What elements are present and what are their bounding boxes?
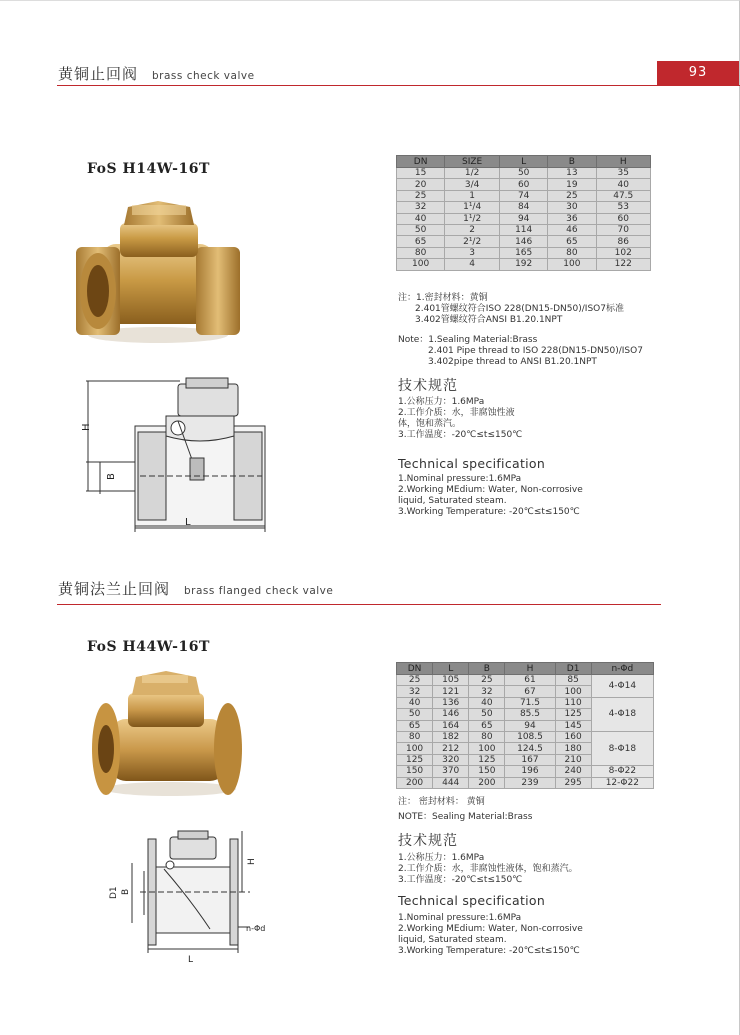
table-cell: 32	[469, 686, 505, 697]
table-cell: 110	[555, 697, 591, 708]
spec-cn-line: 3.工作温度：-20℃≤t≤150℃	[398, 875, 523, 885]
table-cell: 320	[433, 754, 469, 765]
table-cell: 40	[596, 179, 651, 190]
table-cell: 94	[500, 213, 548, 224]
table-cell: 1¹/4	[445, 202, 500, 213]
table-cell: 80	[548, 247, 596, 258]
table-cell: 167	[505, 754, 555, 765]
table-cell: 125	[469, 754, 505, 765]
spec-cn-line: 3.工作温度：-20℃≤t≤150℃	[398, 430, 523, 440]
table-cell-holes: 8-Φ22	[591, 766, 653, 777]
section1-notes-en	[398, 335, 643, 368]
dim-l-label: L	[188, 955, 194, 965]
table-cell: 46	[548, 224, 596, 235]
table-row	[397, 731, 654, 742]
table-cell: 102	[596, 247, 651, 258]
table-cell: 150	[469, 766, 505, 777]
table-cell: 50	[397, 709, 433, 720]
column-header: DN	[397, 156, 445, 168]
table-row	[397, 213, 651, 224]
section2-notes-en	[398, 812, 532, 823]
table-cell: 182	[433, 731, 469, 742]
table-cell: 40	[397, 697, 433, 708]
table-cell: 80	[397, 247, 445, 258]
column-header: B	[469, 663, 505, 675]
section1-model: FoS H14W-16T	[87, 161, 210, 177]
section2-model: FoS H44W-16T	[87, 639, 210, 655]
table-cell: 146	[500, 236, 548, 247]
note-en-line: NOTE：Sealing Material:Brass	[398, 812, 533, 822]
spec-en-line: 3.Working Temperature: -20℃≤t≤150℃	[398, 507, 580, 517]
table-cell: 25	[469, 675, 505, 686]
table-cell: 210	[555, 754, 591, 765]
section2-title-en: brass flanged check valve	[184, 585, 334, 597]
brass-check-valve-photo	[72, 199, 244, 347]
dim-h-label: H	[81, 423, 92, 431]
table-cell: 19	[548, 179, 596, 190]
table-row	[397, 697, 654, 708]
table-cell: 60	[500, 179, 548, 190]
table-cell: 47.5	[596, 190, 651, 201]
table-row	[397, 179, 651, 190]
table-cell: 15	[397, 168, 445, 179]
table-cell: 200	[469, 777, 505, 788]
section2-spec-cn	[398, 853, 578, 886]
table-cell: 3	[445, 247, 500, 258]
table-cell: 125	[555, 709, 591, 720]
dim-b-label: B	[121, 888, 131, 895]
table-cell: 65	[548, 236, 596, 247]
note-en-line: 2.401 Pipe thread to ISO 228(DN15-DN50)/ISO7	[428, 346, 643, 356]
table-cell-holes: 12-Φ22	[591, 777, 653, 788]
column-header: L	[500, 156, 548, 168]
section2-spec-en	[398, 913, 583, 957]
table-cell: 40	[397, 213, 445, 224]
table-cell: 370	[433, 766, 469, 777]
table-cell: 2¹/2	[445, 236, 500, 247]
table-cell: 94	[505, 720, 555, 731]
table-cell: 100	[397, 259, 445, 270]
table-cell: 50	[397, 224, 445, 235]
table-cell: 61	[505, 675, 555, 686]
page-number: 93	[657, 61, 739, 85]
table-cell: 25	[548, 190, 596, 201]
spec-cn-line: 体，饱和蒸汽。	[398, 419, 462, 429]
table-cell: 86	[596, 236, 651, 247]
column-header: n-Φd	[591, 663, 653, 675]
note-cn-line: 2.401管螺纹符合ISO 228(DN15-DN50)/ISO7标准	[415, 304, 624, 314]
column-header: B	[548, 156, 596, 168]
table-row	[397, 777, 654, 788]
section2-spec-heading-cn: 技术规范	[398, 833, 458, 849]
table-cell: 240	[555, 766, 591, 777]
table-cell: 20	[397, 179, 445, 190]
dim-h-label: H	[247, 858, 257, 865]
table-cell: 146	[433, 709, 469, 720]
table-row	[397, 224, 651, 235]
section1-title-en: brass check valve	[152, 70, 255, 82]
column-header: L	[433, 663, 469, 675]
table-cell-holes: 8-Φ18	[591, 731, 653, 765]
table-row	[397, 247, 651, 258]
spec-en-line: 2.Working MEdium: Water, Non-corrosive	[398, 924, 583, 934]
table-cell: 100	[397, 743, 433, 754]
spec-cn-line: 1.公称压力：1.6MPa	[398, 853, 485, 863]
column-header: H	[596, 156, 651, 168]
section2-title-cn: 黄铜法兰止回阀	[58, 580, 171, 598]
table-cell-holes: 4-Φ14	[591, 675, 653, 698]
section2-header	[58, 578, 333, 599]
table-cell: 1¹/2	[445, 213, 500, 224]
spec-en-line: 3.Working Temperature: -20℃≤t≤150℃	[398, 946, 580, 956]
table-cell: 65	[397, 720, 433, 731]
table-cell: 121	[433, 686, 469, 697]
table-cell: 1	[445, 190, 500, 201]
table-cell: 192	[500, 259, 548, 270]
section1-spec-heading-en: Technical specification	[398, 456, 546, 471]
table-row	[397, 766, 654, 777]
spec-cn-line: 1.公称压力：1.6MPa	[398, 397, 485, 407]
table-cell: 85.5	[505, 709, 555, 720]
section1-spec-en	[398, 474, 583, 518]
table-cell-holes: 4-Φ18	[591, 697, 653, 731]
table-row	[397, 675, 654, 686]
table-cell: 212	[433, 743, 469, 754]
spec-en-line: liquid, Saturated steam.	[398, 935, 507, 945]
table-cell: 65	[469, 720, 505, 731]
table-cell: 196	[505, 766, 555, 777]
column-header: SIZE	[445, 156, 500, 168]
spec-en-line: 2.Working MEdium: Water, Non-corrosive	[398, 485, 583, 495]
table-cell: 145	[555, 720, 591, 731]
table-cell: 3/4	[445, 179, 500, 190]
table-cell: 67	[505, 686, 555, 697]
table-cell: 105	[433, 675, 469, 686]
table-cell: 50	[469, 709, 505, 720]
table-cell: 136	[433, 697, 469, 708]
table-row	[397, 202, 651, 213]
table-cell: 50	[500, 168, 548, 179]
section1-spec-cn	[398, 397, 522, 441]
table-cell: 40	[469, 697, 505, 708]
note-cn-line: 注： 密封材料： 黄铜	[398, 797, 485, 807]
table-cell: 25	[397, 190, 445, 201]
table-cell: 122	[596, 259, 651, 270]
section2-rule	[57, 604, 661, 605]
table-cell: 114	[500, 224, 548, 235]
dim-d1-label: D1	[109, 886, 119, 899]
table-cell: 100	[548, 259, 596, 270]
table-cell: 35	[596, 168, 651, 179]
section1-spec-heading-cn: 技术规范	[398, 378, 458, 394]
table-cell: 180	[555, 743, 591, 754]
table-cell: 32	[397, 686, 433, 697]
column-header: DN	[397, 663, 433, 675]
column-header: H	[505, 663, 555, 675]
table-cell: 13	[548, 168, 596, 179]
table-cell: 239	[505, 777, 555, 788]
spec-cn-line: 2.工作介质：水，非腐蚀性液	[398, 408, 515, 418]
table-cell: 84	[500, 202, 548, 213]
table-cell: 108.5	[505, 731, 555, 742]
dim-l-label: L	[185, 517, 191, 528]
table-cell: 25	[397, 675, 433, 686]
table-cell: 125	[397, 754, 433, 765]
table-cell: 100	[555, 686, 591, 697]
section1-spec-table	[396, 155, 651, 271]
dim-b-label: B	[106, 473, 117, 480]
table-cell: 4	[445, 259, 500, 270]
table-cell: 85	[555, 675, 591, 686]
table-cell: 80	[469, 731, 505, 742]
table-cell: 295	[555, 777, 591, 788]
column-header: D1	[555, 663, 591, 675]
note-en-line: Note：1.Sealing Material:Brass	[398, 335, 538, 345]
table-cell: 36	[548, 213, 596, 224]
table-cell: 160	[555, 731, 591, 742]
section2-table-header	[397, 663, 654, 675]
note-en-line: 3.402pipe thread to ANSI B1.20.1NPT	[428, 357, 597, 367]
table-cell: 60	[596, 213, 651, 224]
table-cell: 165	[500, 247, 548, 258]
table-cell: 30	[548, 202, 596, 213]
section2-technical-drawing	[100, 829, 290, 964]
section2-spec-heading-en: Technical specification	[398, 893, 546, 908]
dim-nd-label: n-Φd	[246, 924, 266, 933]
table-cell: 200	[397, 777, 433, 788]
section1-technical-drawing	[80, 376, 270, 536]
section2-notes-cn	[398, 797, 485, 808]
section1-rule	[57, 85, 740, 86]
table-cell: 74	[500, 190, 548, 201]
table-row	[397, 168, 651, 179]
table-cell: 444	[433, 777, 469, 788]
table-cell: 100	[469, 743, 505, 754]
section1-table-header	[397, 156, 651, 168]
table-cell: 124.5	[505, 743, 555, 754]
table-cell: 80	[397, 731, 433, 742]
table-row	[397, 190, 651, 201]
note-cn-line: 注：1.密封材料：黄铜	[398, 293, 488, 303]
section1-header	[58, 63, 255, 84]
table-cell: 1/2	[445, 168, 500, 179]
note-cn-line: 3.402管螺纹符合ANSI B1.20.1NPT	[415, 315, 563, 325]
brass-flanged-check-valve-photo	[88, 671, 248, 799]
table-cell: 2	[445, 224, 500, 235]
table-cell: 65	[397, 236, 445, 247]
spec-en-line: 1.Nominal pressure:1.6MPa	[398, 474, 522, 484]
table-cell: 70	[596, 224, 651, 235]
spec-cn-line: 2.工作介质：水，非腐蚀性液体，饱和蒸汽。	[398, 864, 578, 874]
table-row	[397, 259, 651, 270]
section1-notes-cn	[398, 293, 624, 326]
section2-spec-table	[396, 662, 654, 789]
table-row	[397, 236, 651, 247]
table-cell: 32	[397, 202, 445, 213]
spec-en-line: liquid, Saturated steam.	[398, 496, 507, 506]
table-cell: 150	[397, 766, 433, 777]
table-cell: 53	[596, 202, 651, 213]
table-cell: 71.5	[505, 697, 555, 708]
section1-title-cn: 黄铜止回阀	[58, 65, 139, 83]
spec-en-line: 1.Nominal pressure:1.6MPa	[398, 913, 522, 923]
table-cell: 164	[433, 720, 469, 731]
